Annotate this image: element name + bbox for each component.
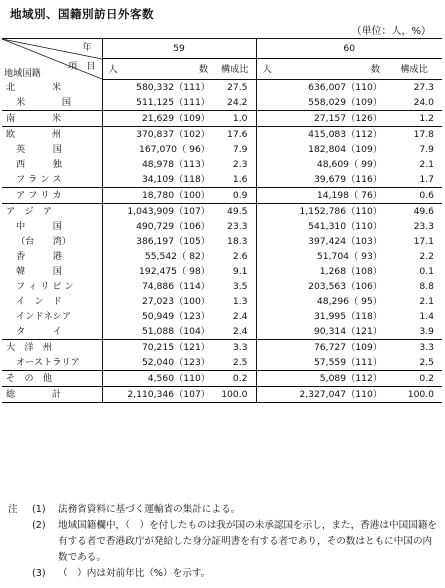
note-item (8, 566, 438, 582)
region-name: 韓 国 (16, 266, 62, 277)
table-row (2, 219, 442, 234)
region-axis-label: 地域国籍 (4, 68, 41, 79)
ratio-59-cell: 7.9 (214, 142, 256, 157)
region-name: タ イ (16, 326, 62, 337)
ratio-60-cell: 1.4 (419, 311, 435, 322)
persons-60-cell: 558,029（109） (256, 95, 386, 111)
table-row (2, 249, 442, 264)
region-name-cell (2, 95, 102, 111)
region-name: オーストラリア (16, 357, 80, 368)
region-name-cell (2, 188, 102, 204)
persons-59-cell: 48,978（113） (141, 159, 210, 170)
persons-char: 人 (108, 63, 118, 75)
table-row (2, 387, 442, 403)
persons-60-cell: 2,327,047（110） (256, 387, 386, 403)
table-row (2, 340, 442, 356)
table-row (2, 111, 442, 127)
persons-60-cell: 415,083（112） (308, 129, 383, 140)
ratio-59-cell: 2.4 (214, 309, 256, 324)
persons-59-cell: 1,043,909（107） (127, 206, 210, 217)
region-name: 欧 州 (6, 129, 62, 140)
table-row (2, 264, 442, 279)
ratio-header-60: 構成比 (386, 59, 442, 80)
persons-char: 人 (262, 63, 272, 75)
persons-59-cell: 386,197（105） (136, 236, 210, 247)
persons-60-cell: 48,296（ 95） (316, 296, 383, 307)
region-name: 大 洋 州 (6, 342, 52, 353)
ratio-59-cell: 27.5 (214, 80, 256, 96)
table-row (2, 80, 442, 96)
region-name-cell (2, 249, 102, 264)
persons-59-cell: 370,837（102） (136, 129, 210, 140)
ratio-59-cell: 49.5 (214, 204, 256, 220)
region-name: ア ジ ア (6, 206, 52, 217)
table-row (2, 279, 442, 294)
persons-60-cell: 48,609（ 99） (316, 159, 383, 170)
region-name-cell (2, 309, 102, 324)
ratio-60-cell: 27.3 (413, 82, 435, 93)
table-row (2, 324, 442, 340)
ratio-60-cell: 2.5 (386, 355, 442, 371)
table-row (2, 157, 442, 172)
ratio-59-cell: 3.5 (214, 279, 256, 294)
ratio-60-cell: 17.1 (413, 236, 435, 247)
table-row (2, 188, 442, 204)
note-text: 法務省資料に基づく運輸省の集計による。 (58, 504, 241, 515)
persons-59-cell: 70,215（121） (141, 342, 210, 353)
ratio-60-cell: 0.6 (386, 188, 442, 204)
ratio-59-cell: 24.2 (214, 95, 256, 111)
persons-60-cell: 76,727（109） (313, 342, 383, 353)
region-name: フ ラ ン ス (16, 174, 62, 185)
table-row (2, 204, 442, 220)
table-row (2, 172, 442, 188)
persons-60-cell: 51,704（ 93） (316, 251, 383, 262)
page-title: 地域別、国籍別訪日外客数 (10, 7, 154, 21)
persons-char: 数 (198, 63, 208, 75)
table-row (2, 355, 442, 371)
year-59-header: 59 (102, 39, 256, 59)
region-name: インドネシア (16, 311, 72, 322)
region-name: イ ン ド (16, 296, 62, 307)
persons-60-cell: 1,152,786（110） (299, 206, 383, 217)
persons-60-cell: 90,314（121） (256, 324, 386, 340)
region-name-cell (2, 264, 102, 279)
persons-60-cell: 541,310（110） (308, 221, 383, 232)
persons-59-cell: 2,110,346（107） (102, 387, 214, 403)
ratio-59-cell: 2.4 (214, 324, 256, 340)
region-name: 中 国 (16, 221, 62, 232)
region-name-cell (2, 142, 102, 157)
ratio-60-cell: 100.0 (386, 387, 442, 403)
region-name: 米 国 (16, 97, 72, 108)
region-name-cell (2, 324, 102, 340)
region-name: 西 独 (16, 159, 62, 170)
item-axis-label: 項 目 (67, 61, 96, 72)
notes-section (8, 502, 438, 582)
ratio-60-cell: 7.9 (419, 144, 435, 155)
header-row-years (2, 39, 442, 59)
ratio-60-cell: 1.7 (386, 172, 442, 188)
region-name: ア フ リ カ (16, 190, 62, 201)
ratio-59-cell: 17.6 (214, 127, 256, 143)
ratio-59-cell: 2.6 (214, 249, 256, 264)
ratio-59-cell: 9.1 (214, 264, 256, 279)
region-name: そ の 他 (6, 373, 52, 384)
ratio-60-cell: 24.0 (386, 95, 442, 111)
ratio-59-cell: 1.6 (214, 172, 256, 188)
region-name: 香 港 (16, 251, 62, 262)
note-number: (3) (32, 568, 46, 579)
region-name-cell (2, 279, 102, 294)
ratio-header-59: 構成比 (214, 59, 256, 80)
region-name-cell (2, 157, 102, 172)
persons-59-cell: 51,088（104） (102, 324, 214, 340)
region-name-cell (2, 340, 102, 356)
note-number: (2) (32, 520, 46, 531)
persons-60-cell: 27,157（126） (256, 111, 386, 127)
persons-60-cell: 57,559（111） (256, 355, 386, 371)
ratio-60-cell: 1.2 (386, 111, 442, 127)
ratio-60-cell: 2.2 (419, 251, 435, 262)
persons-60-cell: 636,007（110） (308, 82, 383, 93)
table-row (2, 234, 442, 249)
region-name-cell (2, 294, 102, 309)
ratio-60-cell: 0.1 (419, 266, 435, 277)
region-name-cell (2, 127, 102, 143)
ratio-59-cell: 2.3 (214, 157, 256, 172)
visitors-table (2, 38, 442, 403)
persons-59-cell: 192,475（ 98） (139, 266, 210, 277)
persons-char: 数 (370, 63, 381, 75)
persons-59-cell: 18,780（100） (102, 188, 214, 204)
region-name-cell (2, 172, 102, 188)
ratio-60-cell: 0.2 (386, 371, 442, 387)
year-60-header: 60 (256, 39, 442, 59)
note-item (8, 502, 438, 518)
table-row (2, 371, 442, 387)
persons-59-cell: 167,070（ 96） (139, 144, 210, 155)
persons-60-cell: 203,563（106） (308, 281, 383, 292)
persons-59-cell: 4,560（110） (102, 371, 214, 387)
persons-59-cell: 490,729（106） (136, 221, 210, 232)
ratio-59-cell: 3.3 (214, 340, 256, 356)
ratio-60-cell: 2.1 (419, 159, 435, 170)
note-text: 地域国籍欄中，（ ）を付したものは我が国の未承認国を示し，また，香港は中国国籍を有する者で香港政庁が発給した身分証明書を有する者であり，その数はともに中国の内数である。 (58, 520, 437, 563)
ratio-60-cell: 49.6 (413, 206, 435, 217)
persons-59-cell: 52,040（123） (102, 355, 214, 371)
ratio-59-cell: 0.2 (214, 371, 256, 387)
region-name-cell (2, 355, 102, 371)
region-name: 南 米 (6, 113, 62, 124)
region-name-cell (2, 111, 102, 127)
ratio-59-cell: 2.5 (214, 355, 256, 371)
ratio-60-cell: 2.1 (419, 296, 435, 307)
persons-header-59 (102, 59, 214, 80)
ratio-59-cell: 0.9 (214, 188, 256, 204)
table-row (2, 142, 442, 157)
table-row (2, 95, 442, 111)
region-name-cell (2, 219, 102, 234)
persons-59-cell: 34,109（118） (102, 172, 214, 188)
persons-60-cell: 5,089（112） (256, 371, 386, 387)
ratio-59-cell: 1.0 (214, 111, 256, 127)
persons-59-cell: 27,023（100） (141, 296, 210, 307)
region-name: フ ィ リ ピ ン (16, 281, 74, 292)
persons-60-cell: 1,268（108） (319, 266, 383, 277)
persons-59-cell: 50,949（123） (141, 311, 210, 322)
region-name: 北 米 (6, 81, 62, 93)
region-name-cell (2, 204, 102, 220)
region-name: 総 計 (6, 389, 62, 400)
region-name-cell (2, 371, 102, 387)
ratio-59-cell: 1.3 (214, 294, 256, 309)
ratio-59-cell: 18.3 (214, 234, 256, 249)
ratio-59-cell: 23.3 (214, 219, 256, 234)
region-name-cell (2, 80, 102, 96)
persons-60-cell: 182,804（109） (308, 144, 383, 155)
table-body (2, 80, 442, 403)
persons-59-cell: 21,629（109） (102, 111, 214, 127)
persons-60-cell: 14,198（ 76） (256, 188, 386, 204)
persons-59-cell: 511,125（111） (102, 95, 214, 111)
note-number: (1) (32, 504, 46, 515)
ratio-60-cell: 23.3 (413, 221, 435, 232)
persons-59-cell: 74,886（114） (141, 281, 210, 292)
ratio-60-cell: 17.8 (413, 129, 435, 140)
table-row (2, 309, 442, 324)
persons-59-cell: 55,542（ 82） (144, 251, 210, 262)
ratio-60-cell: 3.9 (386, 324, 442, 340)
diagonal-header-cell (2, 39, 102, 80)
table-row (2, 294, 442, 309)
note-item (8, 518, 438, 566)
region-name: （台 湾） (16, 236, 72, 247)
persons-header-60 (256, 59, 386, 80)
persons-59-cell: 580,332（111） (136, 82, 210, 93)
ratio-60-cell: 3.3 (419, 342, 435, 353)
unit-label: （単位：人，%） (351, 26, 431, 37)
table-row (2, 127, 442, 143)
region-name-cell (2, 234, 102, 249)
ratio-59-cell: 100.0 (214, 387, 256, 403)
year-axis-label: 年 (82, 42, 92, 53)
persons-60-cell: 39,679（116） (256, 172, 386, 188)
notes-label: 注 (8, 504, 18, 515)
persons-60-cell: 397,424（103） (308, 236, 383, 247)
persons-60-cell: 31,995（118） (313, 311, 383, 322)
region-name-cell (2, 387, 102, 403)
ratio-60-cell: 8.8 (419, 281, 435, 292)
note-text: （ ）内は対前年比（%）を示す。 (58, 568, 211, 579)
region-name: 英 国 (16, 144, 62, 155)
